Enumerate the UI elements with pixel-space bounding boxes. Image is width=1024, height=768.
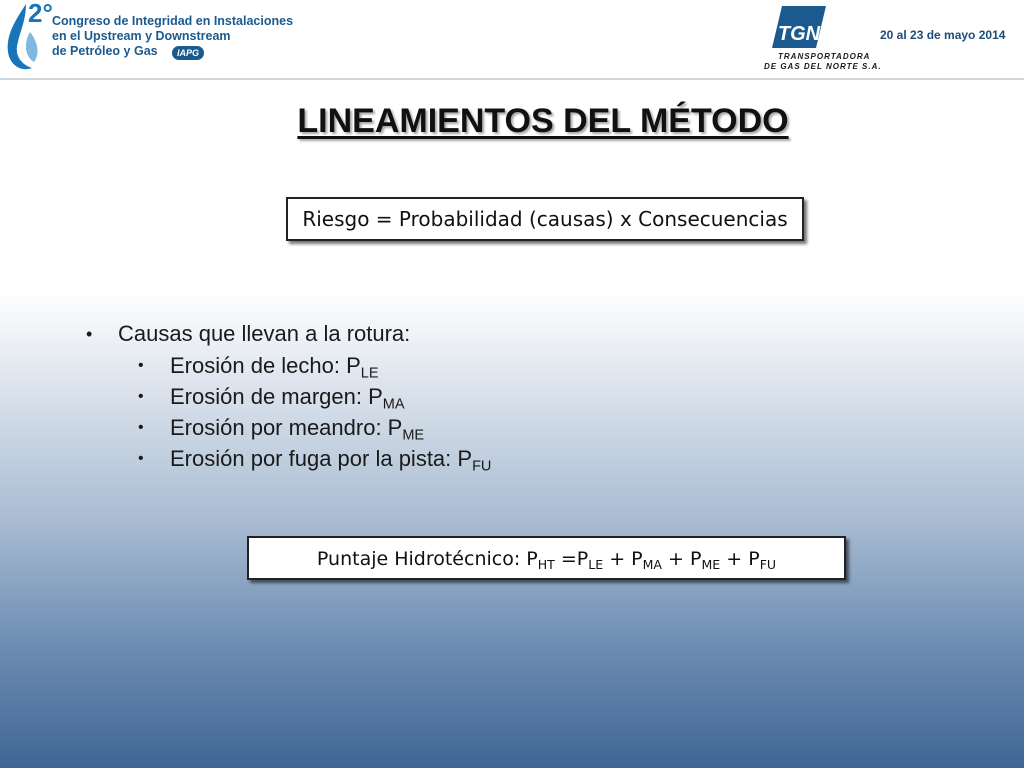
cause-subscript: FU xyxy=(472,458,492,475)
score-plus-2: + P xyxy=(662,548,702,570)
slide-header xyxy=(0,0,1024,80)
score-plus-1: + P xyxy=(603,548,643,570)
causes-heading: Causas que llevan a la rotura: xyxy=(118,321,411,346)
score-sub-fu: FU xyxy=(759,556,777,572)
iapg-logo: IAPG xyxy=(172,46,204,60)
score-eq: =P xyxy=(554,548,589,570)
bullet-icon: • xyxy=(138,357,144,374)
bullet-icon: • xyxy=(86,324,93,344)
cause-label: Erosión por fuga por la pista: P xyxy=(170,446,473,471)
header-divider xyxy=(0,78,1024,80)
congress-line-2: en el Upstream y Downstream xyxy=(52,29,231,43)
bullet-icon: • xyxy=(138,419,144,436)
congress-line-3: de Petróleo y Gas xyxy=(52,44,158,58)
bullet-icon: • xyxy=(138,388,144,405)
score-plus-3: + P xyxy=(720,548,760,570)
score-sub-ht: HT xyxy=(537,556,555,572)
cause-subscript: LE xyxy=(360,365,379,382)
event-date: 20 al 23 de mayo 2014 xyxy=(880,28,1006,42)
cause-subscript: MA xyxy=(382,396,405,413)
cause-label: Erosión de margen: P xyxy=(170,384,383,409)
score-formula-box xyxy=(247,536,846,580)
company-name xyxy=(764,52,882,72)
company-line-1: TRANSPORTADORA xyxy=(778,52,871,61)
edition-number: 2° xyxy=(28,0,53,28)
cause-label: Erosión por meandro: P xyxy=(170,415,403,440)
congress-line-1: Congreso de Integridad en Instalaciones xyxy=(52,14,294,28)
tgn-logo-icon xyxy=(772,6,826,48)
score-sub-ma: MA xyxy=(642,556,663,572)
cause-subscript: ME xyxy=(402,427,425,444)
tgn-logo-text: TGN xyxy=(777,23,821,45)
risk-formula-box: Riesgo = Probabilidad (causas) x Consecuencias xyxy=(286,197,804,241)
score-prefix: Puntaje Hidrotécnico: P xyxy=(316,548,538,570)
slide-title: LINEAMIENTOS DEL MÉTODO xyxy=(297,102,789,140)
score-sub-me: ME xyxy=(701,556,721,572)
score-sub-le: LE xyxy=(588,556,604,572)
company-line-2: DE GAS DEL NORTE S.A. xyxy=(764,62,882,71)
cause-label: Erosión de lecho: P xyxy=(170,353,361,378)
bullet-icon: • xyxy=(138,450,144,467)
